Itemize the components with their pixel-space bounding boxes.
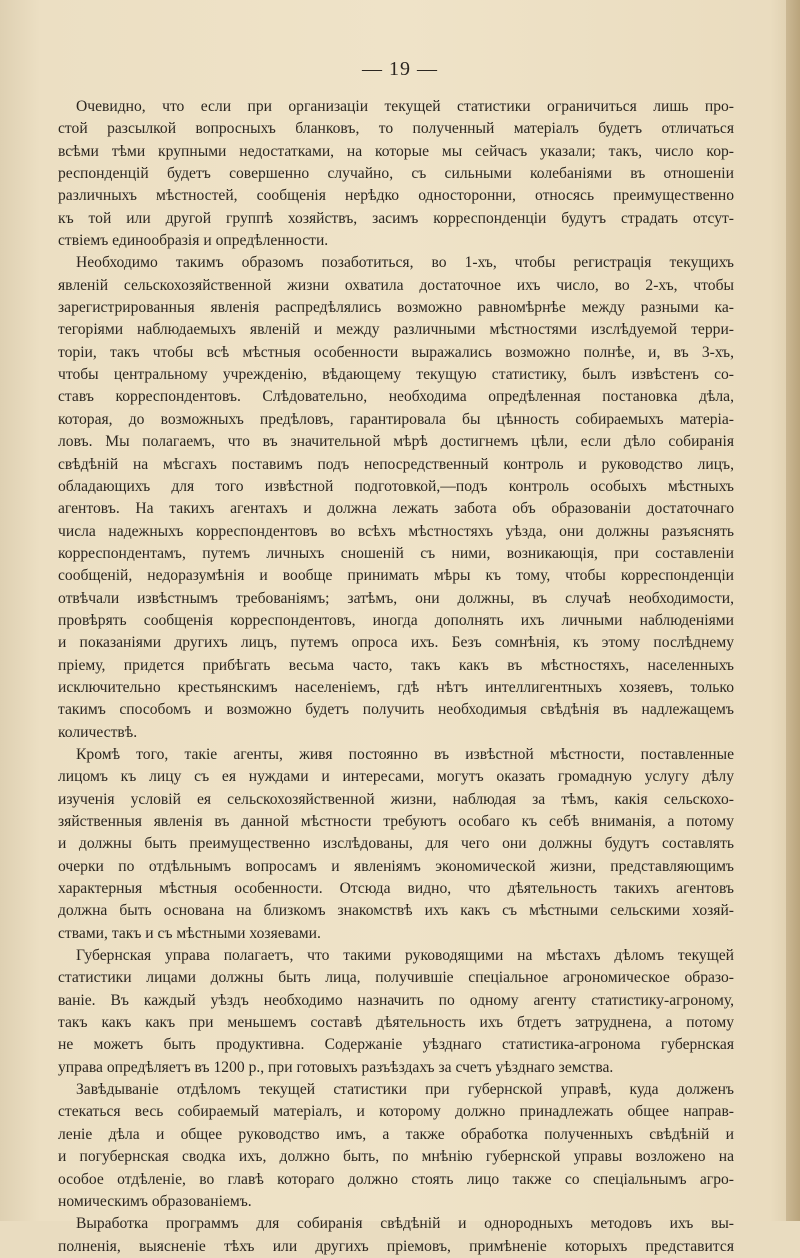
text-line: пріему, придется прибѣгать весьма часто, такъ какъ въ мѣстностяхъ, населенныхъ [58,656,734,674]
text-line: характерныя мѣстныя особенности. Отсюда видно, что дѣятельность такихъ агентовъ [58,880,734,898]
paragraph [58,1213,734,1258]
text-line: Завѣдываніе отдѣломъ текущей статистики при губернской управѣ, куда долженъ [76,1081,734,1099]
text-line: Выработка программъ для собиранія свѣдѣній и однородныхъ методовъ ихъ вы- [76,1215,734,1233]
text-line: свѣдѣній на мѣсгахъ поставимъ подъ непосредственный контроль и руководство лицъ, [58,455,734,473]
text-line: стой разсылкой вопросныхъ бланковъ, то полученный матеріалъ будетъ отличаться [58,120,734,138]
text-line: и погубернская сводка ихъ, должно быть, по мнѣнію губернской управы возложено на [58,1148,734,1166]
text-line: полненія, выясненіе тѣхъ или другихъ пріемовъ, примѣненіе которыхъ представится [58,1237,734,1255]
page-edge [786,0,800,1221]
text-line: стекаться весь собираемый матеріалъ, и которому должно принадлежать общее направ- [58,1103,734,1121]
page-number: — 19 — [362,58,438,80]
text-line: корреспондентамъ, путемъ личныхъ сношеній съ ними, возникающія, при составленіи [58,544,734,562]
text-line: управа опредѣляетъ въ 1200 р., при готовыхъ разъѣздахъ за счетъ уѣзднаго земства. [58,1058,614,1076]
text-line: и должны быть преимущественно изслѣдованы, для чего они должны будутъ составлять [58,835,734,853]
paragraph [58,744,734,945]
text-line: изученія условій ея сельскохозяйственной жизни, наблюдая за тѣмъ, какія сельскохо- [58,790,734,808]
text-line: ваніе. Въ каждый уѣздъ необходимо назначить по одному агенту статистику-агроному, [58,991,734,1009]
text-line: такъ какъ какъ при меньшемъ составѣ дѣятельность ихъ бтдетъ затруднена, а потому [58,1014,734,1032]
text-line: зяйственныя явленія въ данной мѣстности требуютъ особаго къ себѣ вниманія, а потому [58,813,734,830]
text-line: которая, до возможныхъ предѣловъ, гарантировала бы цѣнность собираемыхъ матеріа- [58,410,734,428]
text-line: всѣми тѣми крупными недостатками, на которые мы сейчасъ указали; такъ, число кор- [58,142,734,160]
text-line: особое отдѣленіе, во главѣ котораго должно стоять лицо также со спеціальнымъ агро- [58,1170,734,1188]
text-line: ствіемъ единообразія и опредѣленности. [58,232,329,250]
paragraph [58,945,734,1079]
text-line: и показаніями другихъ лицъ, путемъ опроса ихъ. Безъ сомнѣнія, къ этому послѣднему [58,634,734,652]
body-text [58,96,734,1258]
text-line: очерки по отдѣльнымъ вопросамъ и явленіямъ экономической жизни, представляющимъ [58,857,734,875]
text-line: исключительно крестьянскимъ населеніемъ, гдѣ нѣтъ интеллигентныхъ хозяевъ, только [58,678,734,696]
text-line: сообщеній, недоразумѣнія и вообще принимать мѣры къ тому, чтобы корреспонденціи [58,567,734,585]
text-line: агентовъ. На такихъ агентахъ и должна лежать забота объ образованіи достаточнаго [58,500,734,518]
text-line: провѣрять сообщенія корреспондентовъ, иногда дополнять ихъ личными наблюденіями [58,611,734,629]
text-line: не можетъ быть продуктивна. Содержаніе уѣзднаго статистика-агронома губернская [58,1036,734,1054]
paragraph [58,1079,734,1213]
paragraph [58,96,734,252]
text-line: Кромѣ того, такіе агенты, живя постоянно въ извѣстной мѣстности, поставленные [76,745,734,763]
text-line: явленій сельскохозяйственной жизни охватила достаточное ихъ число, во 2-хъ, чтобы [58,276,734,294]
text-line: ловъ. Мы полагаемъ, что въ значительной мѣрѣ достигнемъ цѣли, если дѣло собиранія [58,433,734,451]
text-line: номическимъ образованіемъ. [58,1192,252,1210]
text-line: чтобы центральному учрежденію, вѣдающему текущую статистику, былъ извѣстенъ со- [58,366,734,384]
text-line: зарегистрированныя явленія распредѣлялись возможно равномѣрнѣе между разными ка- [58,299,734,317]
text-line: Очевидно, что если при организаціи текущей статистики ограничиться лишь про- [76,98,734,115]
text-line: леніе дѣла и общее руководство имъ, а также обработка полученныхъ свѣдѣній и [58,1125,734,1143]
text-line: должна быть основана на близкомъ знакомствѣ ихъ какъ съ мѣстными сельскими хозяй- [58,902,734,920]
text-line: ствами, такъ и съ мѣстными хозяевами. [58,924,321,942]
text-line: тегоріями наблюдаемыхъ явленій и между различными мѣстностями изслѣдуемой терри- [58,321,734,339]
text-line: обладающихъ для того извѣстной подготовкой,—подъ контроль особыхъ мѣстныхъ [58,477,734,495]
text-line: статистики лицами должны быть лица, получившіе спеціальное агрономическое образо- [58,969,734,987]
text-line: къ той или другой группѣ хозяйствъ, засимъ корреспонденціи будутъ страдать отсут- [58,209,734,227]
text-line: такимъ способомъ и возможно будетъ получить необходимыя свѣдѣнія въ надлежащемъ [58,701,734,719]
text-line: ставъ корреспондентовъ. Слѣдовательно, необходима опредѣленная постановка дѣла, [58,388,734,406]
paragraph [58,252,734,744]
text-line: Необходимо такимъ образомъ позаботиться, во 1-хъ, чтобы регистрація текущихъ [76,254,734,272]
text-line: количествѣ. [58,723,138,741]
text-line: респонденцій будетъ совершенно случайно, съ сильными колебаніями въ отношеніи [58,165,734,183]
text-line: торіи, такъ чтобы всѣ мѣстныя особенности выражались возможно полнѣе, и, въ 3-хъ, [58,343,734,361]
text-line: лицомъ къ лицу съ ея нуждами и интересами, могутъ оказать громадную услугу дѣлу [58,768,734,786]
text-line: отвѣчали извѣстнымъ требованіямъ; затѣмъ, они должны, въ случаѣ необходимости, [58,589,734,607]
text-line: различныхъ мѣстностей, сообщенія нерѣдко односторонни, относясь преимущественно [58,187,734,205]
text-line: Губернская управа полагаетъ, что такими руководящими на мѣстахъ дѣломъ текущей [76,947,734,965]
text-line: числа надежныхъ корреспондентовъ во всѣхъ мѣстностяхъ уѣзда, они должны разъяснять [58,522,734,540]
